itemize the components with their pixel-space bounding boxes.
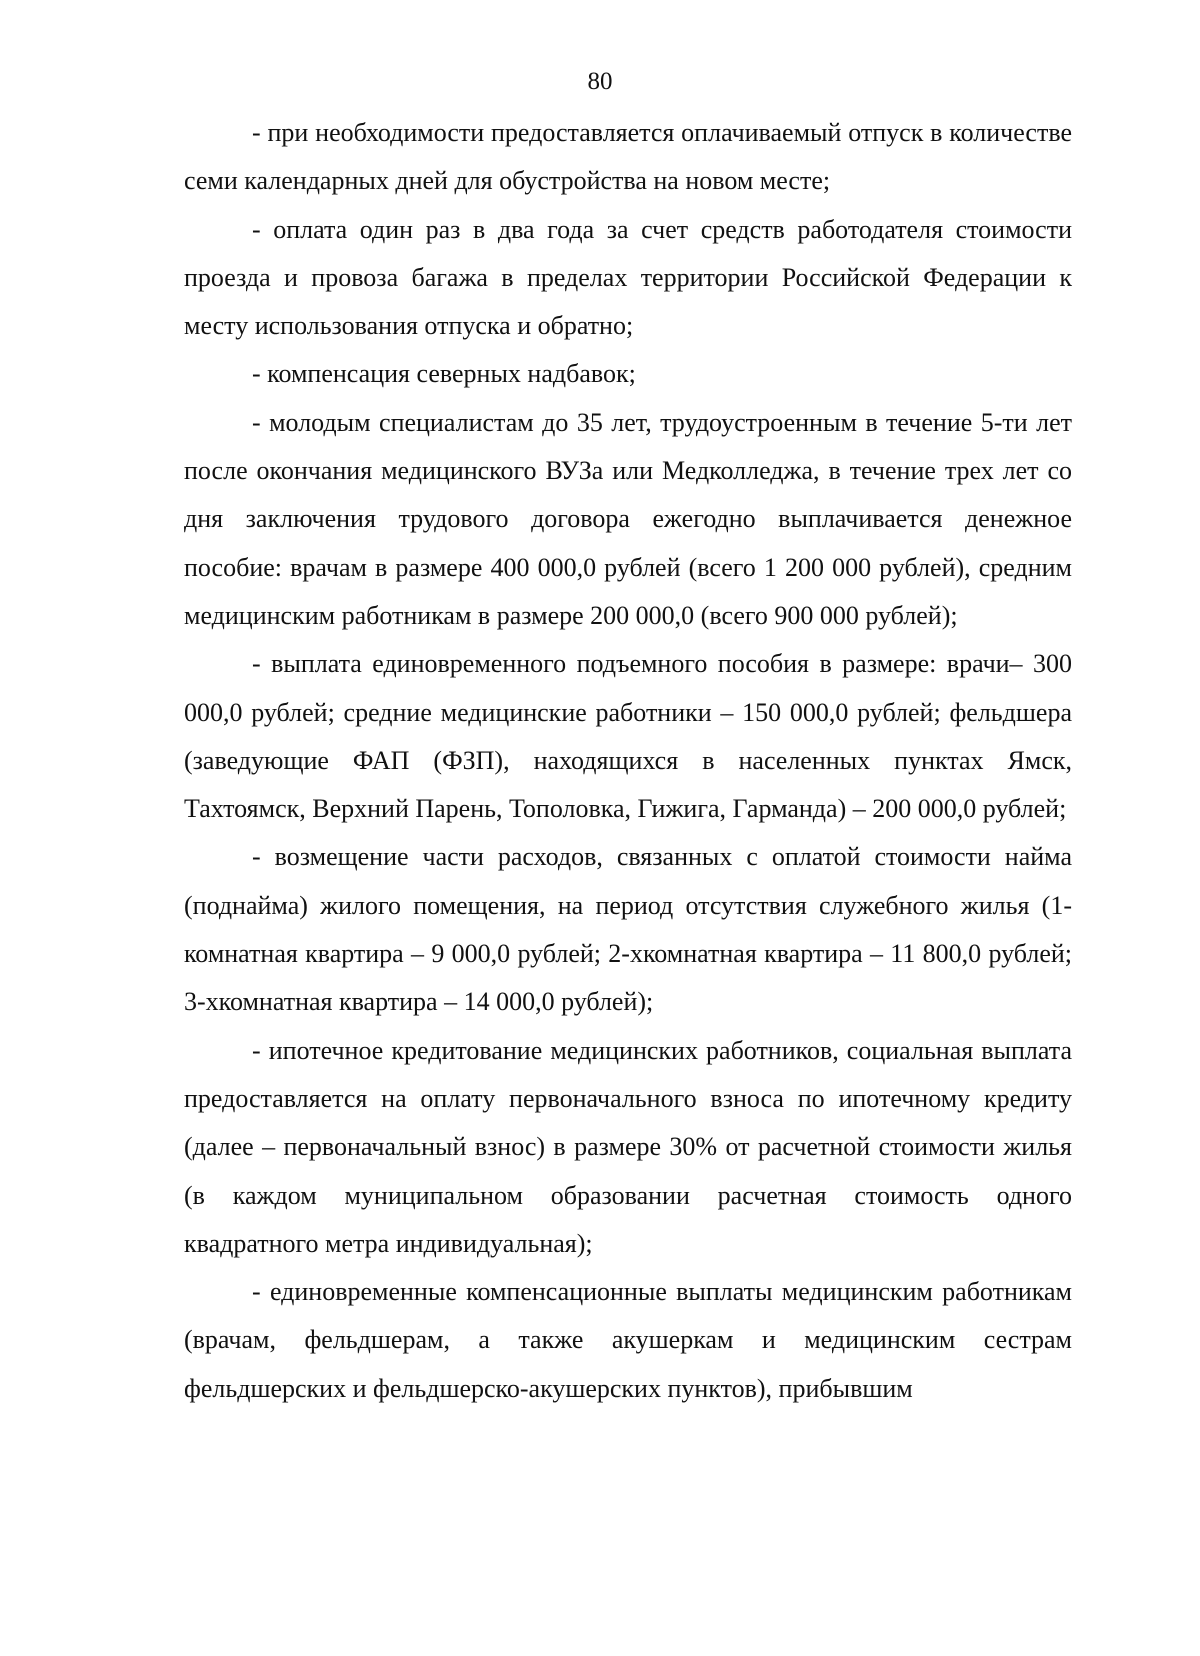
paragraph-relocation-allowance: - выплата единовременного подъемного пособия в размере: врачи– 300 000,0 рублей; средние медицинские работники – 150 000,0 рублей; фельдшера (заведующие ФАП (ФЗП), находящихся в населенных пунктах Ямск, Тахтоямск, Верхний Парень, Тополовка, Гижига, Гарманда) – 200 000,0 рублей; xyxy=(184,649,1072,824)
paragraph-young-specialists: - молодым специалистам до 35 лет, трудоустроенным в течение 5-ти лет после окончания медицинского ВУЗа или Медколледжа, в течение трех лет со дня заключения трудового договора ежегодно выплачивается денежное пособие: врачам в размере 400 000,0 рублей (всего 1 200 000 рублей), средним медицинским работникам в размере 200 000,0 (всего 900 000 рублей); xyxy=(184,407,1072,630)
document-body xyxy=(184,109,1072,1413)
paragraph-compensation-payments: - единовременные компенсационные выплаты медицинским работникам (врачам, фельдшерам, а также акушеркам и медицинским сестрам фельдшерских и фельдшерско-акушерских пунктов), прибывшим xyxy=(184,1277,1072,1403)
paragraph-northern-allowance: - компенсация северных надбавок; xyxy=(252,359,636,389)
paragraph-mortgage: - ипотечное кредитование медицинских работников, социальная выплата предоставляется на оплату первоначального взноса по ипотечному кредиту (далее – первоначальный взнос) в размере 30% от расчетной стоимости жилья (в каждом муниципальном образовании расчетная стоимость одного квадратного метра индивидуальная); xyxy=(184,1035,1072,1258)
paragraph-vacation: - при необходимости предоставляется оплачиваемый отпуск в количестве семи календарных дней для обустройства на новом месте; xyxy=(184,118,1072,196)
paragraph-housing-rent: - возмещение части расходов, связанных с оплатой стоимости найма (поднайма) жилого помещения, на период отсутствия служебного жилья (1-комнатная квартира – 9 000,0 рублей; 2-хкомнатная квартира – 11 800,0 рублей; 3-хкомнатная квартира – 14 000,0 рублей); xyxy=(184,842,1072,1017)
page-number: 80 xyxy=(587,68,613,95)
paragraph-travel-payment: - оплата один раз в два года за счет средств работодателя стоимости проезда и провоза багажа в пределах территории Российской Федерации к месту использования отпуска и обратно; xyxy=(184,214,1072,341)
